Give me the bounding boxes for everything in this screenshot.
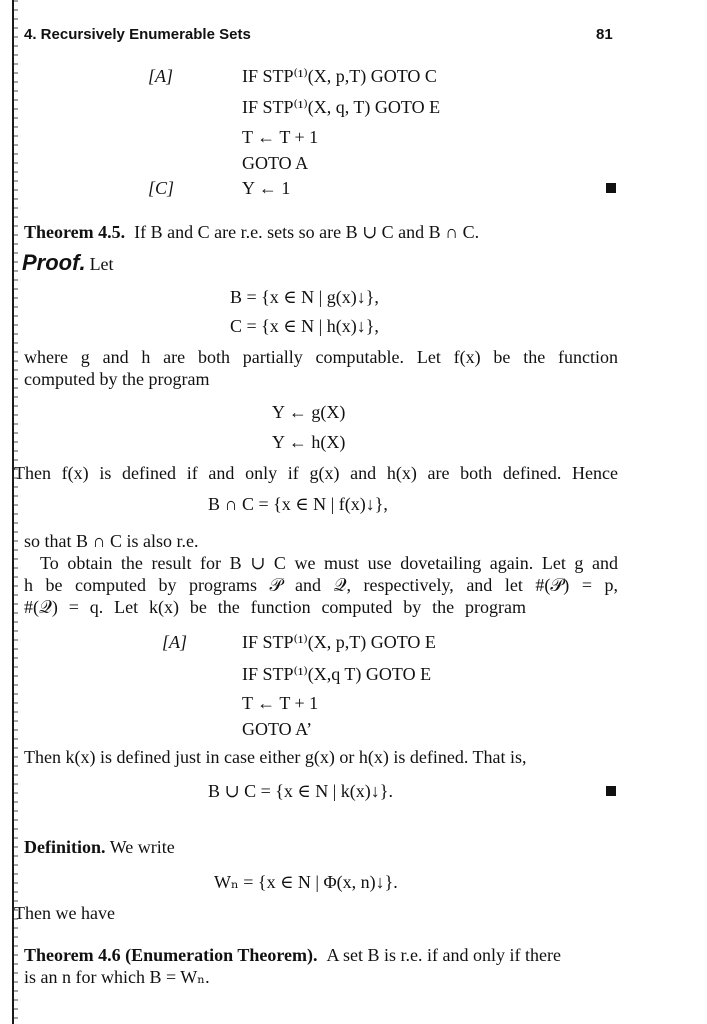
- program1-line2: IF STP⁽¹⁾(X, q, T) GOTO E: [242, 97, 441, 117]
- union-text: Then k(x) is defined just in case either g(x) or h(x) is defined. That is,: [24, 747, 527, 767]
- program1-line3: T ← T + 1: [242, 127, 319, 147]
- page-number: 81: [596, 26, 613, 43]
- theorem-4-6-line2: is an n for which B = Wₙ.: [24, 967, 210, 987]
- page-binding-edge: [0, 0, 14, 1024]
- paragraph-1-line-1: where g and h are both partially computable. Let f(x) be the function: [24, 347, 618, 367]
- theorem-4-5-statement: If B and C are r.e. sets so are B ∪ C and B ∩ C.: [134, 222, 480, 242]
- chapter-title: 4. Recursively Enumerable Sets: [24, 26, 251, 43]
- equation-b: B = {x ∈ N | g(x)↓},: [230, 287, 379, 307]
- paragraph-3-line-3: h be computed by programs 𝒫 and 𝒬, respectively, and let #(𝒫) = p,: [24, 575, 618, 595]
- theorem-4-6-line1: A set B is r.e. if and only if there: [326, 945, 561, 965]
- program3-line3: T ← T + 1: [242, 693, 319, 713]
- theorem-4-5-title: Theorem 4.5.: [24, 222, 126, 242]
- page-edge-marks: [14, 0, 18, 1024]
- theorem-4-6: [24, 945, 618, 966]
- equation-w: Wₙ = {x ∈ N | Φ(x, n)↓}.: [214, 872, 398, 892]
- then-we-have: Then we have: [14, 903, 115, 923]
- program1-label-c: [C]: [148, 178, 175, 198]
- qed-square-icon: [606, 786, 616, 796]
- equation-c: C = {x ∈ N | h(x)↓},: [230, 316, 379, 336]
- program3-line1: IF STP⁽¹⁾(X, p,T) GOTO E: [242, 632, 436, 652]
- definition-row: [24, 837, 175, 858]
- equation-intersection: B ∩ C = {x ∈ N | f(x)↓},: [208, 494, 388, 514]
- program1-line4: GOTO A: [242, 153, 309, 173]
- program1-label-a: [A]: [148, 66, 174, 86]
- paragraph-3-line-1: so that B ∩ C is also r.e.: [24, 531, 199, 551]
- paragraph-2-line-1: Then f(x) is defined if and only if g(x) and h(x) are both defined. Hence: [14, 463, 618, 483]
- program3-line2: IF STP⁽¹⁾(X,q T) GOTO E: [242, 664, 432, 684]
- paragraph-1-line-2: computed by the program: [24, 369, 210, 389]
- program1-line5: Y ← 1: [242, 178, 291, 198]
- program3-label-a: [A]: [162, 632, 188, 652]
- paragraph-3-line-2: To obtain the result for B ∪ C we must use dovetailing again. Let g and: [40, 553, 618, 573]
- qed-square-icon: [606, 183, 616, 193]
- program2-line1: Y ← g(X): [272, 402, 346, 422]
- theorem-4-5: [24, 222, 479, 243]
- equation-union: B ∪ C = {x ∈ N | k(x)↓}.: [208, 781, 393, 801]
- definition-text: We write: [109, 837, 175, 857]
- program1-line1: IF STP⁽¹⁾(X, p,T) GOTO C: [242, 66, 437, 86]
- theorem-4-6-title: Theorem 4.6 (Enumeration Theorem).: [24, 945, 318, 965]
- program3-line4: GOTO A’: [242, 719, 313, 739]
- proof-heading: Proof.: [22, 250, 86, 275]
- program2-line2: Y ← h(X): [272, 432, 346, 452]
- proof-let: Let: [89, 254, 114, 274]
- definition-title: Definition.: [24, 837, 106, 857]
- proof-heading-row: [22, 250, 114, 276]
- paragraph-3-line-4: #(𝒬) = q. Let k(x) be the function computed by the program: [24, 597, 526, 617]
